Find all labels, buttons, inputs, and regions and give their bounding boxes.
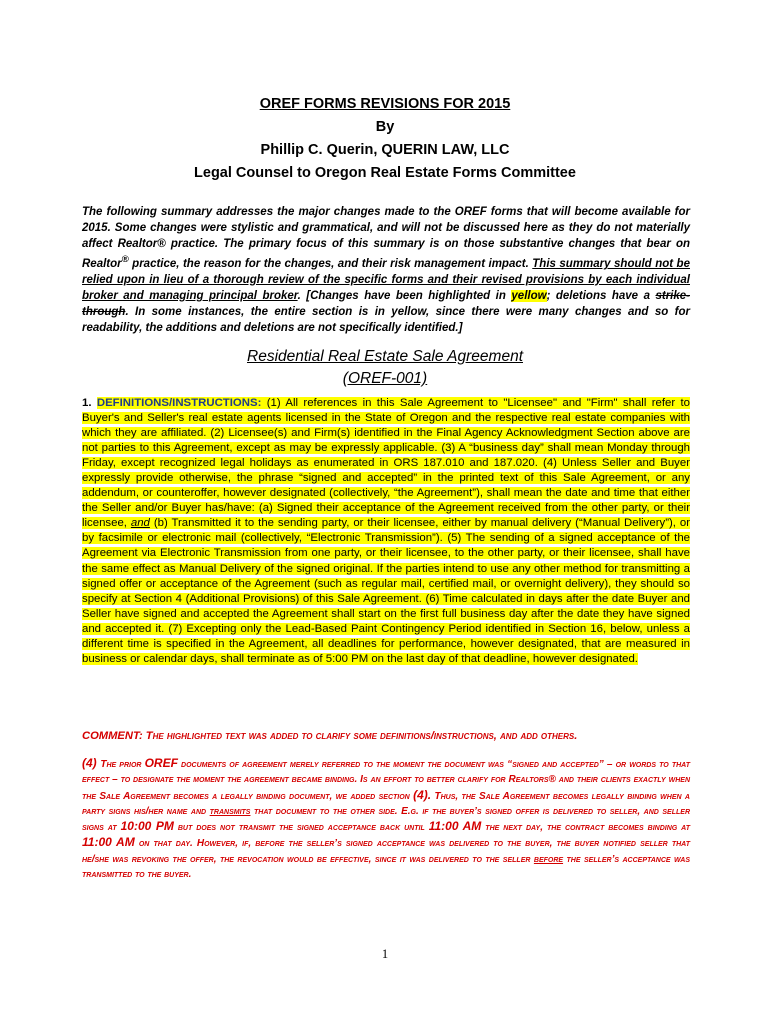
comment-2: (4) The prior OREF documents of agreement merely referred to the moment the document was “signed and accepted” – or words to that effect – to designate the moment the agreement became binding. Is an effort to better clarify for Realtors® and their clients exactly when the Sale Agreement becomes a legally binding document, we added section (4). Thus, the Sale Agreement becomes legally binding when a party signs his/her name and transmits that document to the other side. E.g. if the buyer’s signed offer is delivered to seller, and seller signs at 10:00 PM but does not transmit the signed acceptance back until 11:00 AM the next day, the contract becomes binding at 11:00 AM on that day. However, if, before the seller’s signed acceptance was delivered to the buyer, the buyer notified seller that he/she was revoking the offer, the revocation would be effective, since it was delivered to the seller before the seller’s acceptance was transmitted to the buyer. bbox=[82, 756, 690, 881]
definitions-paragraph: 1. DEFINITIONS/INSTRUCTIONS: (1) All references in this Sale Agreement to "Licensee" and "Firm" shall refer to Buyer's and Seller's real estate agents licensed in the State of Oregon and the respective real estate companies with which they are affiliated. (2) Licensee(s) and Firm(s) identified in the Final Agency Acknowledgment Section above are not parties to this Agreement, except as may be expressly applicable. (3) A “business day” shall mean Monday through Friday, except recognized legal holidays as enumerated in ORS 187.010 and 187.020. (4) Unless Seller and Buyer expressly provide otherwise, the phrase “signed and accepted” in the printed text of this Sale Agreement, or any addendum, or counteroffer, however designated (collectively, “the Agreement”), shall mean the date and time that either the Seller and/or Buyer has/have: (a) Signed their acceptance of the Agreement received from the other party, or their licensee, and (b) Transmitted it to the sending party, or their licensee, either by manual delivery (“Manual Delivery”), or by facsimile or electronic mail (collectively, “Electronic Transmission”). (5) The sending of a signed acceptance of the Agreement via Electronic Transmission from one party, or their licensee, to the other party, or their licensee, shall have the same effect as Manual Delivery of the signed original. If the parties intend to use any other method for transmitting a signed offer or acceptance of the Agreement (such as regular mail, certified mail, or overnight delivery), they should so specify at Section 4 (Additional Provisions) of this Sale Agreement. (6) Time calculated in days after the date Buyer and Seller have signed and accepted the Agreement shall start on the first full business day after the date they have signed and accepted it. (7) Excepting only the Lead-Based Paint Contingency Period identified in Section 16, below, unless a different time is specified in the Agreement, all deadlines for performance, however designated, that are measured in business or calendar days, shall terminate as of 5:00 PM on the last day of that deadline, however designated. bbox=[82, 397, 691, 665]
by-line: By bbox=[375, 119, 395, 135]
definitions-heading: DEFINITIONS/INSTRUCTIONS: bbox=[96, 397, 262, 409]
document-title: OREF FORMS REVISIONS FOR 2015 bbox=[259, 96, 511, 112]
summary-paragraph: The following summary addresses the major changes made to the OREF forms that will become available for 2015. Some changes were stylistic and grammatical, and will not be discussed here as they do not materially affect Realtor® practice. The primary focus of this summary is on those substantive changes that bear on Realtor® practice, the reason for the changes, and their risk management impact. This summary should not be relied upon in lieu of a thorough review of the specific forms and their revised provisions by each individual broker and managing principal broker. [Changes have been highlighted in yellow; deletions have a strike-through. In some instances, the entire section is in yellow, since there were many changes and so for readability, the additions and deletions are not specifically identified.] bbox=[82, 206, 690, 334]
document-header bbox=[0, 93, 770, 185]
comment-1: COMMENT: The highlighted text was added to clarify some definitions/instructions, and add others. bbox=[82, 730, 578, 742]
page-number: 1 bbox=[381, 947, 389, 961]
section-heading: Residential Real Estate Sale Agreement (OREF-001) bbox=[247, 348, 523, 387]
author-line: Phillip C. Querin, QUERIN LAW, LLC bbox=[260, 142, 510, 158]
strikethrough-legend: strike-through bbox=[82, 289, 690, 318]
author-role: Legal Counsel to Oregon Real Estate Forms Committee bbox=[194, 165, 576, 181]
highlight-legend: yellow bbox=[511, 289, 547, 302]
